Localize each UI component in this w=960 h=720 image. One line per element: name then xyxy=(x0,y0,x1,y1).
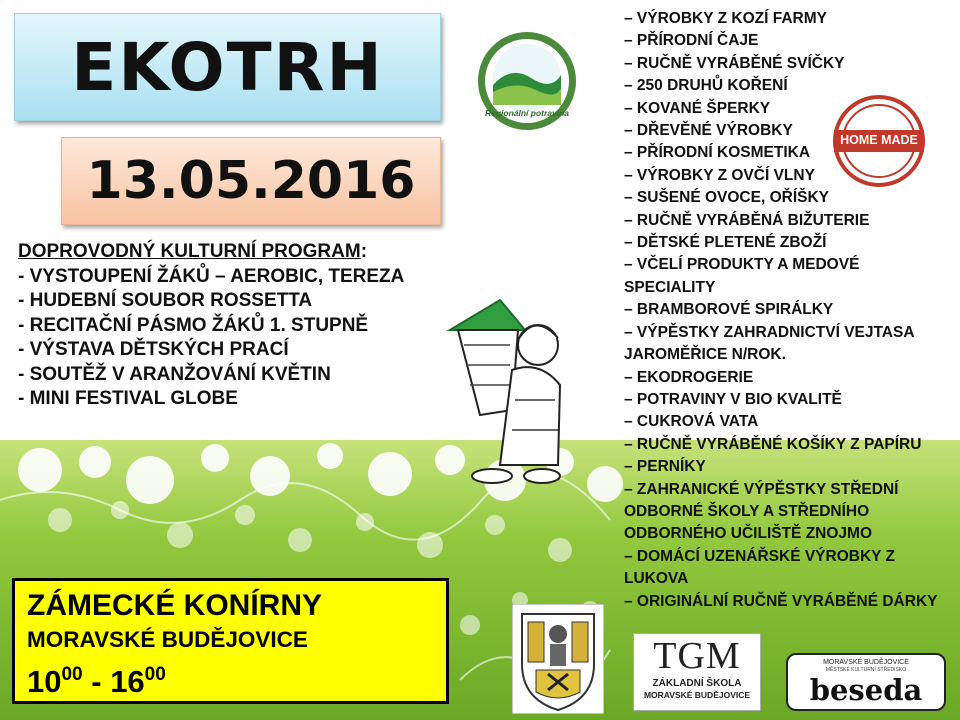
program-item: - SOUTĚŽ V ARANŽOVÁNÍ KVĚTIN xyxy=(18,363,331,385)
product-line: – PŘÍRODNÍ ČAJE xyxy=(624,32,759,50)
product-line: – RUČNĚ VYRÁBĚNÉ KOŠÍKY Z PAPÍRU xyxy=(624,435,922,453)
product-line: – ORIGINÁLNÍ RUČNĚ VYRÁBĚNÉ DÁRKY xyxy=(624,592,938,610)
product-line: – PERNÍKY xyxy=(624,458,706,476)
product-line: ODBORNÉHO UČILIŠTĚ ZNOJMO xyxy=(624,525,873,543)
coat-of-arms-icon xyxy=(512,604,604,714)
woman-basket-icon xyxy=(430,290,570,490)
product-line: – VÝPĚSTKY ZAHRADNICTVÍ VEJTASA xyxy=(624,323,915,341)
coat-of-arms xyxy=(512,604,604,714)
program-item: - MINI FESTIVAL GLOBE xyxy=(18,388,238,409)
product-line: – SUŠENÉ OVOCE, OŘÍŠKY xyxy=(624,189,829,207)
product-line: – RUČNĚ VYRÁBĚNÁ BIŽUTERIE xyxy=(624,211,870,229)
event-date: 13.05.2016 xyxy=(86,151,416,211)
time-end-minutes: 00 xyxy=(144,664,166,685)
product-line: – VÝROBKY Z KOZÍ FARMY xyxy=(624,10,827,27)
regional-food-logo xyxy=(476,30,578,132)
product-line: – VČELÍ PRODUKTY A MEDOVÉ xyxy=(624,256,860,274)
beseda-subtitle: MĚSTSKÉ KULTURNÍ STŘEDISKO xyxy=(825,667,907,673)
product-line: – VÝROBKY Z OVČÍ VLNY xyxy=(624,166,815,184)
product-list xyxy=(624,8,960,613)
time-start: 10 xyxy=(27,664,62,699)
tgm-school-logo xyxy=(633,633,761,711)
venue-town: MORAVSKÉ BUDĚJOVICE xyxy=(27,627,308,652)
venue-box xyxy=(12,578,449,704)
product-line: SPECIALITY xyxy=(624,278,716,296)
product-line: – DŘEVĚNÉ VÝROBKY xyxy=(624,122,793,140)
product-line: – PŘÍRODNÍ KOSMETIKA xyxy=(624,144,811,162)
product-line: – RUČNĚ VYRÁBĚNÉ SVÍČKY xyxy=(624,54,845,72)
woman-with-basket-illustration xyxy=(430,290,570,490)
program-heading: DOPROVODNÝ KULTURNÍ PROGRAM xyxy=(18,241,361,262)
product-line: LUKOVA xyxy=(624,570,689,588)
product-line: – DOMÁCÍ UZENÁŘSKÉ VÝROBKY Z xyxy=(624,547,895,565)
tgm-letters: TGM xyxy=(653,635,741,677)
regional-food-label: Regionální potravina xyxy=(484,108,570,118)
time-start-minutes: 00 xyxy=(61,664,83,685)
cultural-program xyxy=(18,240,428,412)
opening-hours xyxy=(27,655,434,702)
product-line: – DĚTSKÉ PLETENÉ ZBOŽÍ xyxy=(624,234,827,252)
time-end: 16 xyxy=(110,664,145,699)
tgm-school-name: ZÁKLADNÍ ŠKOLA xyxy=(652,678,742,689)
product-line: – BRAMBOROVÉ SPIRÁLKY xyxy=(624,301,834,319)
product-line: JAROMĚŘICE N/ROK. xyxy=(624,346,786,364)
program-item: - HUDEBNÍ SOUBOR ROSSETTA xyxy=(18,290,313,311)
program-item: - VYSTOUPENÍ ŽÁKŮ – AEROBIC, TEREZA xyxy=(18,265,405,287)
product-line: – KOVANÉ ŠPERKY xyxy=(624,99,771,117)
beseda-word: beseda xyxy=(809,673,923,707)
product-line: – 250 DRUHŮ KOŘENÍ xyxy=(624,77,788,95)
venue-name: ZÁMECKÉ KONÍRNY xyxy=(27,589,323,622)
program-heading-line xyxy=(18,240,428,265)
tgm-school-town: MORAVSKÉ BUDĚJOVICE xyxy=(643,690,751,700)
product-line: – EKODROGERIE xyxy=(624,368,754,386)
event-title: EKOTRH xyxy=(71,28,384,106)
program-item: - VÝSTAVA DĚTSKÝCH PRACÍ xyxy=(18,339,289,360)
product-line: – CUKROVÁ VATA xyxy=(624,413,759,431)
product-line: ODBORNÉ ŠKOLY A STŘEDNÍHO xyxy=(624,502,870,520)
program-heading-colon: : xyxy=(360,241,368,262)
product-line: – POTRAVINY V BIO KVALITĚ xyxy=(624,390,842,408)
beseda-logo xyxy=(786,653,946,711)
beseda-town: MORAVSKÉ BUDĚJOVICE xyxy=(823,659,909,666)
date-banner xyxy=(61,137,441,225)
time-separator: - xyxy=(82,664,111,699)
program-item: - RECITAČNÍ PÁSMO ŽÁKŮ 1. STUPNĚ xyxy=(18,314,369,336)
title-banner xyxy=(14,13,441,121)
home-made-label: HOME MADE xyxy=(840,133,918,147)
product-line: – ZAHRANICKÉ VÝPĚSTKY STŘEDNÍ xyxy=(624,480,899,498)
